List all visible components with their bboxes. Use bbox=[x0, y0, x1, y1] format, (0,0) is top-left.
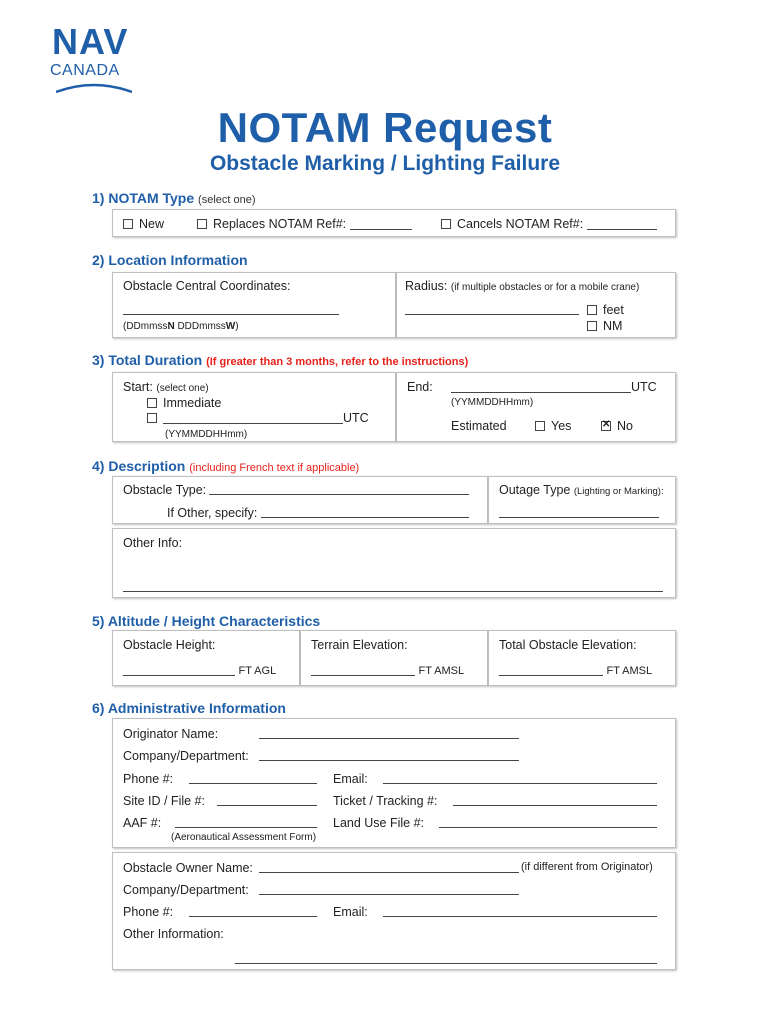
option-nm[interactable] bbox=[587, 319, 622, 333]
end-label: End: bbox=[407, 380, 433, 394]
phone2-label: Phone #: bbox=[123, 905, 174, 919]
other-information-field[interactable] bbox=[235, 952, 657, 964]
logo-canada-text: CANADA bbox=[50, 62, 120, 79]
other-info-field[interactable] bbox=[123, 580, 663, 592]
new-checkbox[interactable] bbox=[123, 219, 133, 229]
outage-type-box bbox=[488, 476, 676, 524]
start-utc-label: UTC bbox=[343, 411, 369, 425]
nm-checkbox[interactable] bbox=[587, 321, 597, 331]
other-info-label: Other Info: bbox=[123, 536, 183, 550]
start-label: Start: (select one) bbox=[123, 380, 209, 394]
email2-field[interactable] bbox=[383, 905, 657, 917]
owner-box bbox=[112, 852, 676, 970]
company-field[interactable] bbox=[259, 749, 519, 761]
new-label: New bbox=[139, 217, 165, 231]
owner-label: Obstacle Owner Name: bbox=[123, 861, 253, 875]
end-format: (YYMMDDHHmm) bbox=[451, 397, 534, 408]
feet-label: feet bbox=[603, 303, 624, 317]
option-immediate[interactable] bbox=[147, 396, 221, 410]
company2-field[interactable] bbox=[259, 883, 519, 895]
option-replaces[interactable] bbox=[197, 217, 412, 231]
radius-box bbox=[396, 272, 676, 338]
immediate-label: Immediate bbox=[163, 396, 222, 410]
section3-note: (If greater than 3 months, refer to the instructions) bbox=[206, 356, 469, 368]
originator-label: Originator Name: bbox=[123, 727, 219, 741]
company-label: Company/Department: bbox=[123, 749, 249, 763]
terrain-elevation-field[interactable] bbox=[311, 664, 415, 676]
section4-heading bbox=[92, 458, 359, 474]
total-elevation-label: Total Obstacle Elevation: bbox=[499, 638, 637, 652]
total-elevation-group[interactable] bbox=[499, 663, 652, 677]
email-field[interactable] bbox=[383, 772, 657, 784]
notam-type-box bbox=[112, 209, 676, 237]
immediate-checkbox[interactable] bbox=[147, 398, 157, 408]
obstacle-type-box bbox=[112, 476, 488, 524]
section5-heading: 5) Altitude / Height Characteristics bbox=[92, 613, 321, 629]
end-utc-field[interactable] bbox=[451, 381, 631, 393]
end-utc-label: UTC bbox=[631, 380, 657, 394]
cancels-checkbox[interactable] bbox=[441, 219, 451, 229]
option-new[interactable] bbox=[123, 217, 164, 231]
landuse-field[interactable] bbox=[439, 816, 657, 828]
feet-checkbox[interactable] bbox=[587, 305, 597, 315]
no-label: No bbox=[617, 419, 633, 433]
cancels-label: Cancels NOTAM Ref#: bbox=[457, 217, 584, 231]
end-box bbox=[396, 372, 676, 442]
other-info-box bbox=[112, 528, 676, 598]
terrain-elevation-label: Terrain Elevation: bbox=[311, 638, 408, 652]
obstacle-height-field[interactable] bbox=[123, 664, 235, 676]
outage-type-field[interactable] bbox=[499, 506, 659, 518]
nm-label: NM bbox=[603, 319, 623, 333]
start-box bbox=[112, 372, 396, 442]
ticket-label: Ticket / Tracking #: bbox=[333, 794, 438, 808]
obstacle-height-group[interactable] bbox=[123, 663, 276, 677]
estimated-label: Estimated bbox=[451, 419, 507, 433]
cancels-ref-field[interactable] bbox=[587, 218, 657, 230]
yes-label: Yes bbox=[551, 419, 572, 433]
terrain-unit: FT AMSL bbox=[418, 665, 465, 677]
phone-label: Phone #: bbox=[123, 772, 174, 786]
coordinates-format: (DDmmssN DDDmmssW) bbox=[123, 321, 239, 332]
start-utc-checkbox[interactable] bbox=[147, 413, 157, 423]
coordinates-label: Obstacle Central Coordinates: bbox=[123, 279, 291, 293]
ticket-field[interactable] bbox=[453, 794, 657, 806]
email2-label: Email: bbox=[333, 905, 368, 919]
other-information-label: Other Information: bbox=[123, 927, 224, 941]
aaf-field[interactable] bbox=[175, 816, 317, 828]
coordinates-field[interactable] bbox=[123, 303, 339, 315]
logo-wing-icon bbox=[56, 82, 132, 94]
aaf-note: (Aeronautical Assessment Form) bbox=[171, 832, 317, 843]
start-format: (YYMMDDHHmm) bbox=[165, 429, 248, 440]
page-subtitle: Obstacle Marking / Lighting Failure bbox=[209, 152, 561, 175]
phone2-field[interactable] bbox=[189, 905, 317, 917]
section1-title: 1) NOTAM Type bbox=[92, 190, 195, 206]
replaces-ref-field[interactable] bbox=[350, 218, 412, 230]
logo-nav-text: NAV bbox=[52, 21, 129, 62]
obstacle-type-label: Obstacle Type: bbox=[123, 483, 207, 497]
terrain-elevation-group[interactable] bbox=[311, 663, 464, 677]
section3-title: 3) Total Duration bbox=[92, 352, 203, 368]
owner-note: (if different from Originator) bbox=[521, 861, 653, 873]
radius-label: Radius: (if multiple obstacles or for a mobile crane) bbox=[405, 279, 640, 293]
obstacle-height-label: Obstacle Height: bbox=[123, 638, 216, 652]
other-specify-field[interactable] bbox=[261, 506, 469, 518]
end-utc-group[interactable] bbox=[451, 380, 657, 394]
company2-label: Company/Department: bbox=[123, 883, 249, 897]
radius-field[interactable] bbox=[405, 303, 579, 315]
option-cancels[interactable] bbox=[441, 217, 657, 231]
yes-checkbox[interactable] bbox=[535, 421, 545, 431]
obstacle-type-field[interactable] bbox=[209, 483, 469, 495]
start-utc-field[interactable] bbox=[163, 412, 343, 424]
other-specify-label: If Other, specify: bbox=[167, 506, 258, 520]
total-elevation-field[interactable] bbox=[499, 664, 603, 676]
section1-note: (select one) bbox=[198, 194, 256, 206]
obstacle-height-box bbox=[112, 630, 300, 686]
originator-box bbox=[112, 718, 676, 848]
terrain-elevation-box bbox=[300, 630, 488, 686]
coordinates-box bbox=[112, 272, 396, 338]
section6-heading: 6) Administrative Information bbox=[92, 700, 286, 716]
replaces-checkbox[interactable] bbox=[197, 219, 207, 229]
option-no[interactable] bbox=[601, 419, 633, 433]
email-label: Email: bbox=[333, 772, 368, 786]
section2-heading: 2) Location Information bbox=[92, 252, 248, 268]
height-unit: FT AGL bbox=[238, 665, 277, 677]
section4-note: (including French text if applicable) bbox=[189, 462, 360, 474]
siteid-label: Site ID / File #: bbox=[123, 794, 205, 808]
total-elevation-box bbox=[488, 630, 676, 686]
page-title: NOTAM Request bbox=[217, 104, 553, 151]
no-checkbox[interactable] bbox=[601, 421, 611, 431]
section1-heading bbox=[92, 190, 256, 206]
replaces-label: Replaces NOTAM Ref#: bbox=[213, 217, 347, 231]
section4-title: 4) Description bbox=[92, 458, 186, 474]
outage-type-label: Outage Type (Lighting or Marking): bbox=[499, 483, 664, 497]
landuse-label: Land Use File #: bbox=[333, 816, 425, 830]
originator-field[interactable] bbox=[259, 727, 519, 739]
option-yes[interactable] bbox=[535, 419, 571, 433]
option-feet[interactable] bbox=[587, 303, 624, 317]
total-unit: FT AMSL bbox=[606, 665, 653, 677]
phone-field[interactable] bbox=[189, 772, 317, 784]
siteid-field[interactable] bbox=[217, 794, 317, 806]
owner-field[interactable] bbox=[259, 861, 519, 873]
section3-heading bbox=[92, 352, 468, 368]
aaf-label: AAF #: bbox=[123, 816, 162, 830]
option-start-utc[interactable] bbox=[147, 411, 369, 425]
